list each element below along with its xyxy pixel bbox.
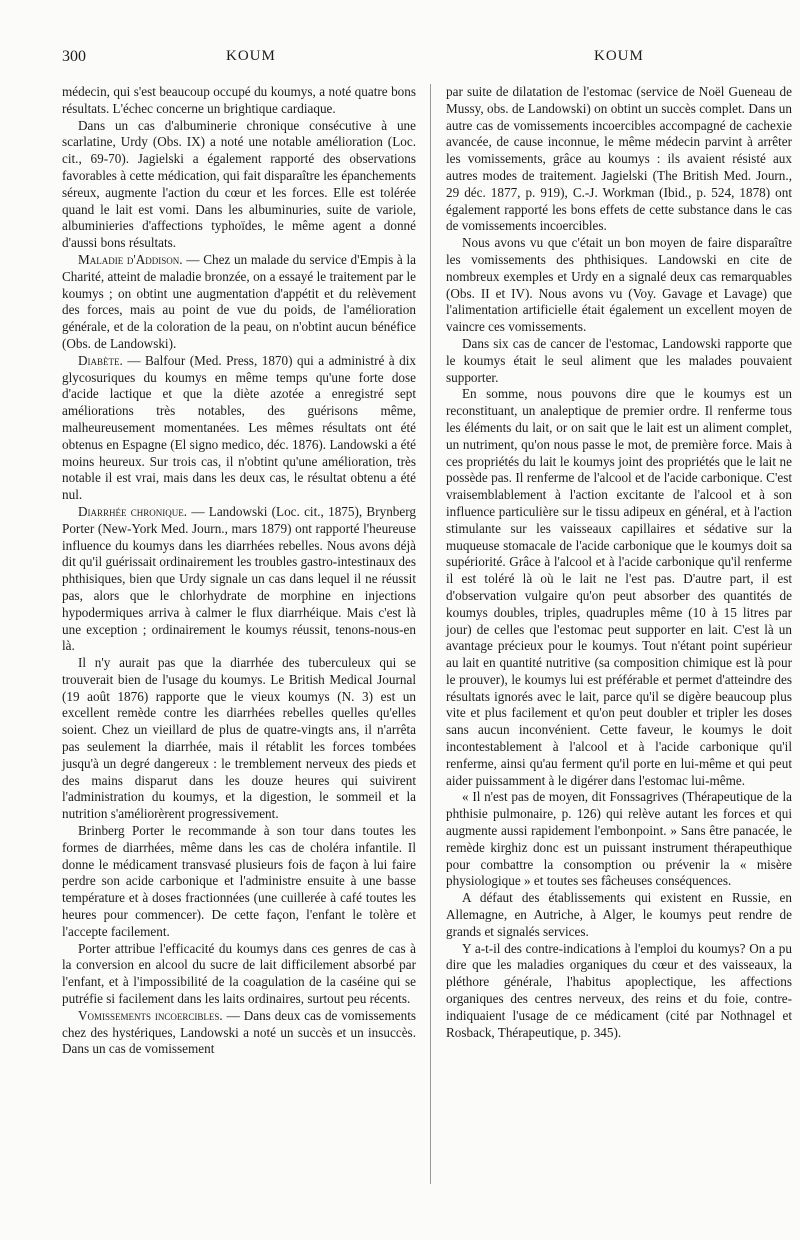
paragraph — [62, 655, 416, 823]
paragraph-text: Nous avons vu que c'était un bon moyen de faire disparaître les vomissements des phthisiques. Landowski en cite de nombreux exemples et Urdy en a signalé deux cas remarquables (Obs. II et IV). Nous avons vu (Voy. Gavage et Lavage) que l'alimentation artificielle était également un excellent moyen de vaincre ces vomissements. — [446, 235, 792, 335]
paragraph-text: par suite de dilatation de l'estomac (service de Noël Gueneau de Mussy, obs. de Landowski) on obtint un succès complet. Dans un autre cas de vomissements incoercibles accompagné de cachexie avancée, de cause inconnue, le même médecin parvint à arrêter les vomissements, grâce au koumys : ils avaient résisté aux autres modes de traitement. Jagielski (The British Med. Journ., 29 déc. 1877, p. 919), C.-J. Workman (Ibid., p. 524, 1878) ont également rapporté les bons effets de cette substance dans le cas de vomissements incoercibles. — [446, 84, 792, 234]
paragraph-text: Brinberg Porter le recommande à son tour dans toutes les formes de diarrhées, même dans les cas de choléra infantile. Il donne le médicament transvasé plusieurs fois de façon à lui faire perdre son acide carbonique et l'administre ensuite à une basse température et à doses fractionnées (une cuillerée à café toutes les heures pour commencer). De cette façon, l'enfant le tolère et l'accepte facilement. — [62, 823, 416, 939]
paragraph-text: — Landowski (Loc. cit., 1875), Brynberg Porter (New-York Med. Journ., mars 1879) ont rapporté l'heureuse influence du koumys dans les diarrhées rebelles. Nous avons déjà dit qu'il guérissait ordinairement les troubles gastro-intestinaux des phthisiques, bien que Urdy signale un cas dans lequel il ne réussit pas, alors que le chlorhydrate de morphine en injections hypodermiques arriva à calmer le flux diarrhéique. Mais c'est là une exception ; ordinairement le koumys réussit, tenons-nous-en là. — [62, 503, 416, 654]
running-head-left: KOUM — [226, 48, 276, 64]
section-heading: Vomissements incoercibles. — [78, 1007, 223, 1023]
running-head-right: KOUM — [594, 48, 644, 64]
column-rule — [430, 84, 431, 1184]
paragraph — [62, 84, 416, 118]
right-column — [446, 84, 792, 1041]
paragraph — [62, 353, 416, 504]
paragraph-text: Porter attribue l'efficacité du koumys dans ces genres de cas à la conversion en alcool du sucre de lait difficilement absorbé par l'enfant, et à l'impossibilité de la coagulation de la caséine qui se putréfie si facilement dans les laits ordinaires, surtout peu récents. — [62, 940, 416, 1007]
page-header — [0, 48, 800, 70]
paragraph — [446, 941, 792, 1042]
paragraph — [446, 386, 792, 789]
section-heading: Diabète. — [78, 352, 123, 368]
paragraph-text: Y a-t-il des contre-indications à l'emploi du koumys? On a pu dire que les maladies organiques du cœur et des vaisseaux, la pléthore générale, l'habitus apoplectique, les affections organiques des centres nerveux, des reins et du foie, contre-indiquaient l'usage de ce médicament (cité par Nothnagel et Rosback, Thérapeutique, p. 345). — [446, 940, 792, 1040]
paragraph-text: A défaut des établissements qui existent en Russie, en Allemagne, en Autriche, à Alger, le koumys peut rendre de grands et signalés services. — [446, 890, 792, 939]
left-column — [62, 84, 416, 1058]
paragraph — [62, 504, 416, 655]
paragraph-text: « Il n'est pas de moyen, dit Fonssagrives (Thérapeutique de la phthisie pulmonaire, p. 126) qui relève autant les forces et qui augmente aussi rapidement l'embonpoint. » Sans être panacée, le remède kirghiz donc est un puissant instrument thérapeuthique pour combattre la consomption ou prévenir la « misère physiologique » et toutes ses fâcheuses conséquences. — [446, 789, 792, 889]
paragraph — [446, 235, 792, 336]
paragraph — [62, 1008, 416, 1058]
paragraph — [62, 941, 416, 1008]
paragraph-text: En somme, nous pouvons dire que le koumys est un reconstituant, un analeptique de premier ordre. Il renferme tous les éléments du lait, or on sait que le lait est un aliment complet, un nutriment, qu'on nous passe le mot, de première force. Mais à ces propriétés du lait le koumys joint des propriétés que le lait ne possède pas. Il renferme de l'alcool et de l'acide carbonique. C'est vraisemblablement à l'action excitante de l'alcool et à son influence particulière sur le tissu adipeux en général, et à l'action stimulante sur les vaisseaux capillaires et sédative sur la muqueuse stomacale de l'acide carbonique que le koumys doit sa supériorité. Grâce à l'alcool et à l'acide carbonique qu'il renferme il est toléré là où le lait ne l'est pas. D'autre part, il est d'observation vulgaire qu'on peut absorber des quantités de koumys doubles, triples, quadruples même (10 à 15 litres par jour) de celles que l'estomac peut supporter en lait. C'est là un avantage précieux pour le koumys. Tout n'étant point supérieur au lait en quantité nutritive (sa composition chimique est là pour le prouver), le koumys lui est préférable et permet d'atteindre des résultats ignorés avec le lait, parce qu'il se digère beaucoup plus vite et plus facilement et qu'on peut doubler et tripler les doses sans aucun inconvénient. Cette faveur, le koumys le doit incontestablement à l'alcool et à l'acide carbonique qu'il renferme, ainsi qu'au ferment qu'il porte en lui-même et qui peut aider puissamment à le digérer dans l'estomac lui-même. — [446, 386, 792, 788]
paragraph-text: — Dans deux cas de vomissements chez des hystériques, Landowski a noté un succès et un insuccès. Dans un cas de vomissement — [62, 1007, 417, 1057]
section-heading: Maladie d'Addison. — [78, 251, 183, 267]
paragraph-text: médecin, qui s'est beaucoup occupé du koumys, a noté quatre bons résultats. L'échec concerne un brightique cardiaque. — [62, 84, 416, 116]
paragraph — [446, 336, 792, 386]
page-number: 300 — [62, 48, 86, 65]
paragraph-text: Il n'y aurait pas que la diarrhée des tuberculeux qui se trouverait bien de l'usage du koumys. Le British Medical Journal (19 août 1876) rapporte que le vieux koumys (N. 3) est un excellent remède contre les diarrhées rebelles quelles qu'elles soient. Chez un vieillard de plus de quatre-vingts ans, il n'arrêta pas seulement la diarrhée, mais il rétablit les forces tombées jusqu'à un degré dangereux : le tremblement nerveux des pieds et des mains disparut dans les douze heures qui suivirent l'administration du koumys, et la digestion, le sommeil et la nutrition s'améliorèrent progressivement. — [62, 655, 416, 822]
paragraph — [62, 252, 416, 353]
paragraph — [446, 84, 792, 235]
paragraph — [446, 789, 792, 890]
paragraph-text: — Balfour (Med. Press, 1870) qui a administré à dix glycosuriques du koumys en même temps qu'une forte dose d'acide lactique et que la diète azotée a enregistré sept améliorations très notables, des guérisons même, malheureusement momentanées. Les mêmes résultats ont été obtenus en Espagne (El signo medico, déc. 1876). Landowski a été moins heureux. Sur trois cas, il n'obtint qu'une amélioration, très notable il est vrai, mais dans les deux cas, le résultat obtenu a été nul. — [62, 352, 416, 503]
section-heading: Diarrhée chronique. — [78, 503, 188, 519]
paragraph-text: Dans six cas de cancer de l'estomac, Landowski rapporte que le koumys était le seul aliment que les malades pouvaient supporter. — [446, 335, 792, 385]
paragraph — [446, 890, 792, 940]
paragraph — [62, 823, 416, 941]
paragraph-text: Dans un cas d'albuminerie chronique consécutive à une scarlatine, Urdy (Obs. IX) a noté une notable amélioration (Loc. cit., 69-70). Jagielski a également rapporté des observations favorables à cette médication, qui fait disparaître les épanchements séreux, augmente l'action du cœur et les forces. Elle est tolérée quand le lait est vomi. Dans les albuminuries, suite de variole, albuminieries d'affections typhoïdes, le même agent a donné d'aussi bons résultats. — [62, 117, 416, 251]
paragraph — [62, 118, 416, 252]
paragraph-text: — Chez un malade du service d'Empis à la Charité, atteint de maladie bronzée, on a essayé le traitement par le koumys ; on obtint une augmentation d'appétit et du relèvement des forces, mais au point de vue du poids, de l'amélioration générale, et de la coloration de la peau, on n'obtint aucun bénéfice (Obs. de Landowski). — [62, 251, 416, 351]
